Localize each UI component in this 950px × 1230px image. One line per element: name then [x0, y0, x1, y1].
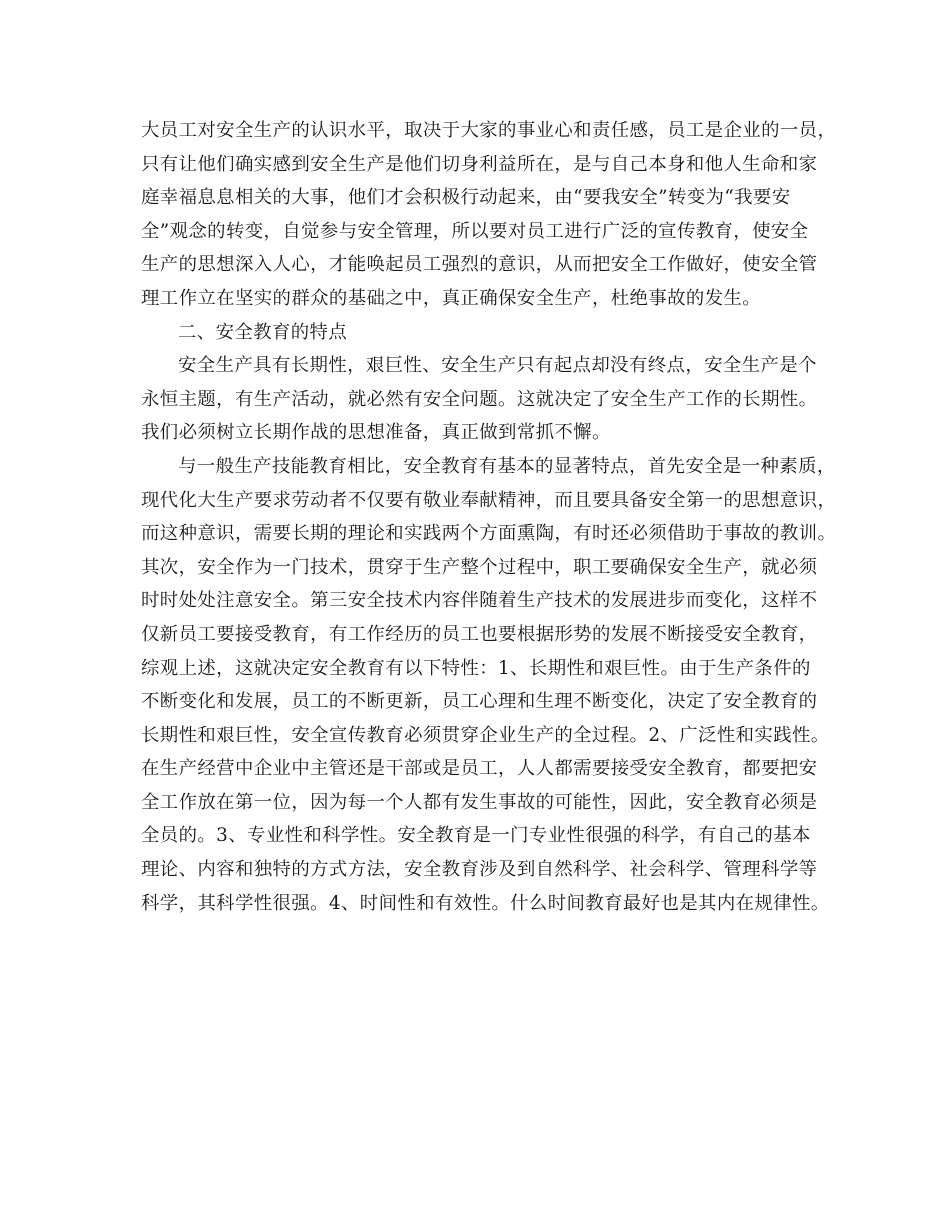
document-body — [141, 114, 837, 920]
text-line: 理论、内容和独特的方式方法，安全教育涉及到自然科学、社会科学、管理科学等 — [141, 859, 818, 881]
text-line: 现代化大生产要求劳动者不仅要有敬业奉献精神，而且要具备安全第一的思想意识， — [141, 489, 837, 511]
text-line: 而这种意识，需要长期的理论和实践两个方面熏陶，有时还必须借助于事故的教训。 — [141, 523, 837, 545]
text-line: 全工作放在第一位，因为每一个人都有发生事故的可能性，因此，安全教育必须是 — [141, 791, 818, 813]
text-line: 理工作立在坚实的群众的基础之中，真正确保安全生产，杜绝事故的发生。 — [141, 287, 762, 309]
text-line: 长期性和艰巨性，安全宣传教育必须贯穿企业生产的全过程。2、广泛性和实践性。 — [141, 724, 830, 746]
text-line: 二、安全教育的特点 — [178, 321, 348, 343]
text-line: 时时处处注意安全。第三安全技术内容伴随着生产技术的发展进步而变化，这样不 — [141, 590, 818, 612]
text-line: 在生产经营中企业中主管还是干部或是员工，人人都需要接受安全教育，都要把安 — [141, 758, 818, 780]
text-line: 永恒主题，有生产活动，就必然有安全问题。这就决定了安全生产工作的长期性。 — [141, 388, 818, 410]
text-line: 我们必须树立长期作战的思想准备，真正做到常抓不懈。 — [141, 422, 611, 444]
text-line: 不断变化和发展，员工的不断更新，员工心理和生理不断变化，决定了安全教育的 — [141, 691, 818, 713]
text-line: 生产的思想深入人心，才能唤起员工强烈的意识，从而把安全工作做好，使安全管 — [141, 254, 818, 276]
text-line: 科学，其科学性很强。4、时间性和有效性。什么时间教育最好也是其内在规律性。 — [141, 892, 830, 914]
text-line: 全员的。3、专业性和科学性。安全教育是一门专业性很强的科学，有自己的基本 — [141, 825, 811, 847]
text-line: 综观上述，这就决定安全教育有以下特性：1、长期性和艰巨性。由于生产条件的 — [141, 657, 811, 679]
text-line: 只有让他们确实感到安全生产是他们切身利益所在，是与自己本身和他人生命和家 — [141, 153, 818, 175]
text-line: 与一般生产技能教育相比，安全教育有基本的显著特点，首先安全是一种素质， — [178, 455, 836, 477]
text-line: 大员工对安全生产的认识水平，取决于大家的事业心和责任感，员工是企业的一员， — [141, 120, 837, 141]
text-line: 其次，安全作为一门技术，贯穿于生产整个过程中，职工要确保安全生产，就必须 — [141, 556, 818, 578]
text-line: 仅新员工要接受教育，有工作经历的员工也要根据形势的发展不断接受安全教育， — [141, 623, 818, 645]
text-line: 庭幸福息息相关的大事，他们才会积极行动起来，由“要我安全”转变为“我要安 — [141, 187, 791, 209]
text-line: 全”观念的转变，自觉参与安全管理，所以要对员工进行广泛的宣传教育，使安全 — [141, 220, 809, 242]
text-line: 安全生产具有长期性，艰巨性、安全生产只有起点却没有终点，安全生产是个 — [178, 355, 817, 377]
